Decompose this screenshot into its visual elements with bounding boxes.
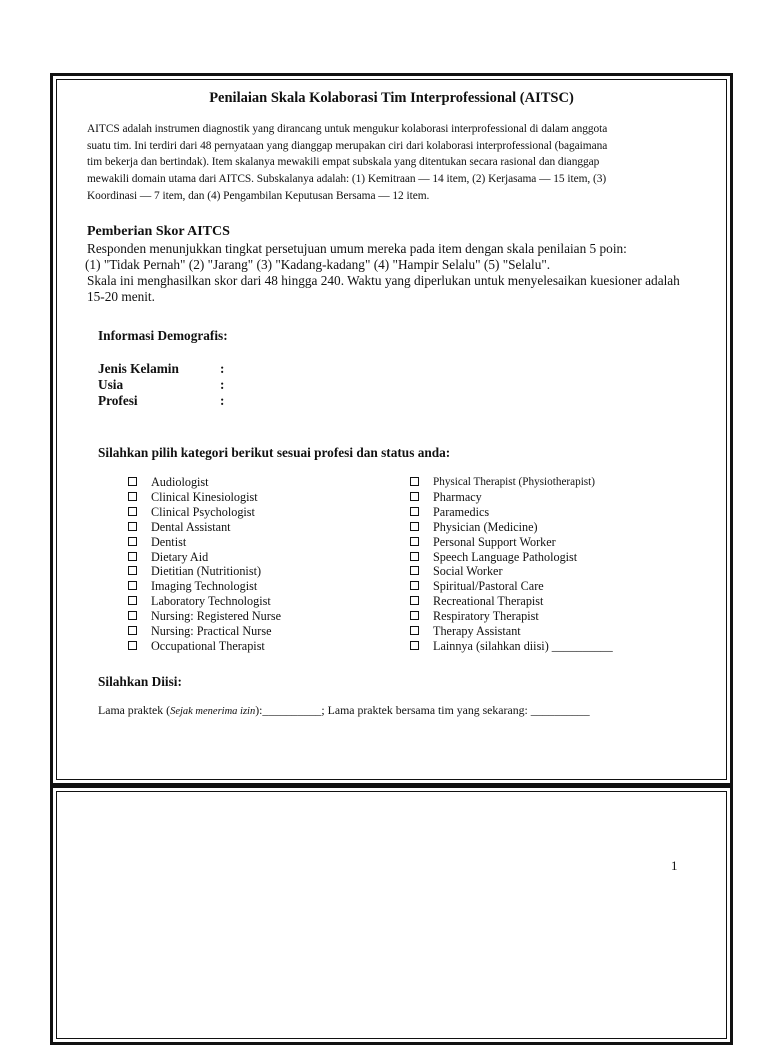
category-option[interactable] [128, 535, 281, 550]
category-label: Speech Language Pathologist [433, 549, 578, 564]
category-option[interactable] [410, 535, 613, 550]
checkbox[interactable] [410, 507, 419, 516]
category-label: Occupational Therapist [151, 638, 265, 653]
category-label: Respiratory Therapist [433, 609, 539, 624]
scoring-line: 15-20 menit. [87, 289, 155, 304]
category-label: Laboratory Technologist [151, 594, 271, 609]
field-separator: : [220, 361, 225, 376]
practice-duration-italic: Sejak menerima izin [170, 706, 256, 717]
category-label: Dietary Aid [151, 549, 209, 564]
category-option[interactable] [410, 609, 613, 624]
checkbox[interactable] [410, 611, 419, 620]
checkbox[interactable] [410, 492, 419, 501]
category-option[interactable] [128, 520, 281, 535]
checkbox[interactable] [128, 522, 137, 531]
practice-duration-prefix: Lama praktek ( [98, 703, 171, 717]
checkbox[interactable] [410, 477, 419, 486]
checkbox[interactable] [128, 537, 137, 546]
category-label: Physician (Medicine) [433, 519, 538, 534]
category-label: Dental Assistant [151, 519, 231, 534]
category-label: Audiologist [151, 475, 209, 489]
age-label: Usia [98, 377, 124, 393]
checkbox[interactable] [128, 626, 137, 635]
category-label: Physical Therapist (Physiotherapist) [433, 476, 595, 488]
category-option[interactable] [410, 490, 613, 505]
scoring-line: Responden menunjukkan tingkat persetujuan umum mereka pada item dengan skala penilaian 5 poin: [87, 241, 627, 256]
category-option[interactable] [410, 475, 613, 490]
category-option[interactable] [128, 609, 281, 624]
document-title: Penilaian Skala Kolaborasi Tim Interprofessional (AITSC) [209, 90, 574, 106]
checkbox[interactable] [128, 477, 137, 486]
category-option[interactable] [410, 624, 613, 639]
category-label: Therapy Assistant [433, 624, 521, 639]
category-list-left [128, 475, 281, 654]
checkbox[interactable] [128, 611, 137, 620]
category-label: Social Worker [433, 564, 503, 579]
category-option[interactable] [410, 505, 613, 520]
field-separator: : [220, 377, 225, 393]
category-label: Recreational Therapist [433, 594, 544, 609]
category-label: Nursing: Practical Nurse [151, 624, 272, 639]
category-option[interactable] [128, 490, 281, 505]
demographics-heading: Informasi Demografis: [98, 328, 228, 343]
category-option[interactable] [128, 579, 281, 594]
category-option[interactable] [128, 624, 281, 639]
profession-label: Profesi [98, 393, 138, 409]
category-label: Lainnya (silahkan diisi) __________ [433, 638, 613, 653]
scoring-paragraph [87, 241, 722, 305]
checkbox[interactable] [128, 552, 137, 561]
category-option[interactable] [128, 475, 281, 490]
intro-line: AITCS adalah instrumen diagnostik yang dirancang untuk mengukur kolaborasi interprofessional di dalam anggota [87, 123, 608, 135]
category-list-right [410, 475, 613, 654]
field-separator: : [220, 393, 225, 409]
category-option[interactable] [410, 594, 613, 609]
demographics-fields [98, 361, 224, 410]
category-option-other[interactable] [410, 639, 613, 654]
practice-duration-suffix: ):__________; Lama praktek bersama tim yang sekarang: __________ [255, 703, 590, 717]
practice-duration-line[interactable] [98, 703, 590, 718]
category-option[interactable] [128, 564, 281, 579]
category-option[interactable] [128, 639, 281, 654]
next-page-border-inner [56, 791, 727, 1039]
category-label: Dietitian (Nutritionist) [151, 564, 262, 579]
checkbox[interactable] [410, 522, 419, 531]
fill-heading: Silahkan Diisi: [98, 674, 182, 689]
category-option[interactable] [410, 550, 613, 565]
checkbox[interactable] [128, 596, 137, 605]
scoring-line: Skala ini menghasilkan skor dari 48 hingga 240. Waktu yang diperlukan untuk menyelesaikan kuesioner adalah [87, 273, 680, 288]
category-heading: Silahkan pilih kategori berikut sesuai profesi dan status anda: [98, 445, 451, 460]
category-option[interactable] [128, 505, 281, 520]
scoring-heading: Pemberian Skor AITCS [87, 224, 230, 239]
category-option[interactable] [410, 564, 613, 579]
checkbox[interactable] [410, 552, 419, 561]
category-label: Spiritual/Pastoral Care [433, 579, 544, 594]
category-label: Personal Support Worker [433, 534, 556, 549]
gender-field[interactable] [98, 361, 224, 377]
checkbox[interactable] [128, 507, 137, 516]
checkbox[interactable] [128, 492, 137, 501]
category-option[interactable] [128, 594, 281, 609]
category-option[interactable] [410, 520, 613, 535]
checkbox[interactable] [410, 581, 419, 590]
category-option[interactable] [410, 579, 613, 594]
checkbox[interactable] [128, 641, 137, 650]
category-label: Paramedics [433, 504, 490, 519]
checkbox[interactable] [128, 566, 137, 575]
checkbox[interactable] [410, 626, 419, 635]
category-label: Clinical Psychologist [151, 504, 255, 519]
page-number: 1 [671, 858, 678, 873]
intro-paragraph [87, 121, 687, 205]
intro-line: Koordinasi — 7 item, dan (4) Pengambilan Keputusan Bersama — 12 item. [87, 189, 430, 202]
next-page-border [50, 785, 733, 1045]
checkbox[interactable] [128, 581, 137, 590]
category-label: Nursing: Registered Nurse [151, 609, 281, 624]
category-label: Pharmacy [433, 489, 482, 504]
intro-line: suatu tim. Ini terdiri dari 48 pernyataan yang dianggap merupakan ciri dari kolaborasi interprofessional (bagaimana [87, 139, 608, 152]
intro-line: tim bekerja dan bertindak). Item skalanya mewakili empat subskala yang ditentukan secara rasional dan dianggap [87, 156, 600, 169]
intro-line: mewakili domain utama dari AITCS. Subskalanya adalah: (1) Kemitraan — 14 item, (2) Kerjasama — 15 item, (3) [87, 173, 607, 186]
checkbox[interactable] [410, 566, 419, 575]
category-option[interactable] [128, 550, 281, 565]
checkbox[interactable] [410, 596, 419, 605]
profession-field[interactable] [98, 393, 224, 409]
checkbox[interactable] [410, 641, 419, 650]
category-label: Imaging Technologist [151, 579, 258, 594]
category-label: Clinical Kinesiologist [151, 489, 258, 504]
age-field[interactable] [98, 377, 224, 393]
category-label: Dentist [151, 534, 187, 549]
checkbox[interactable] [410, 537, 419, 546]
gender-label: Jenis Kelamin [98, 361, 179, 376]
scoring-scale-line: (1) "Tidak Pernah" (2) "Jarang" (3) "Kadang-kadang" (4) "Hampir Selalu" (5) "Selalu". [85, 257, 551, 272]
